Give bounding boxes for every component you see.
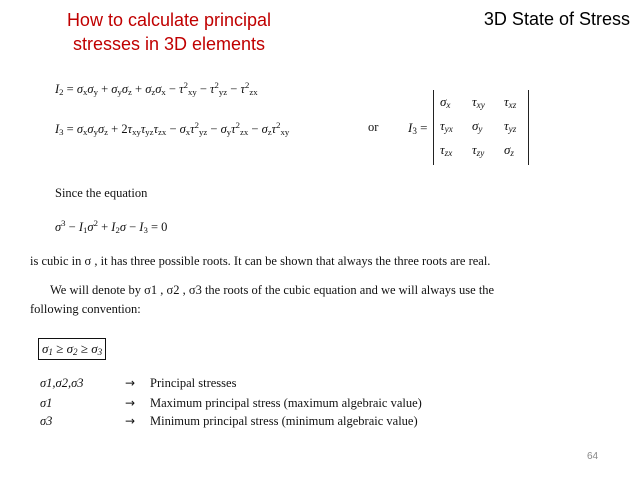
matrix-cell: $\tau_{yz}$: [504, 118, 517, 134]
determinant-label: $I_3$ =: [408, 120, 428, 136]
matrix-cell: $\tau_{zy}$: [472, 142, 485, 158]
legend-description: Maximum principal stress (maximum algebraic value): [150, 396, 422, 410]
matrix-cell: $\tau_{zx}$: [440, 142, 453, 158]
matrix-cell: $\sigma_x$: [440, 94, 451, 110]
arrow-icon: →: [125, 414, 136, 428]
legend-description: Minimum principal stress (minimum algebraic value): [150, 414, 418, 428]
page-number: 64: [587, 451, 599, 462]
section-title: 3D State of Stress: [483, 9, 630, 29]
slide-title: How to calculate principal stresses in 3D elements: [66, 10, 272, 54]
legend-symbol: σ1: [40, 396, 53, 410]
equation-i3: $I_3 = \sigma_x\sigma_y\sigma_z + 2\tau_{xy}\tau_{yz}\tau_{zx} - \sigma_x\tau^2_{yz} - \sigma_y\tau^2_{zx} - \sigma_z\tau^2_{xy}$: [55, 120, 290, 137]
since-text: Since the equation: [55, 186, 148, 200]
legend-symbol: σ3: [40, 414, 53, 428]
arrow-icon: →: [125, 376, 136, 390]
convention-box: $\sigma_1 \ge \sigma_2 \ge \sigma_3$: [38, 338, 106, 360]
matrix-cell: $\tau_{xz}$: [504, 94, 517, 110]
or-text: or: [368, 120, 379, 134]
equation-i2: $I_2 = \sigma_x\sigma_y + \sigma_y\sigma_z + \sigma_z\sigma_x - \tau^2_{xy} - \tau^2_{yz} - \tau^2_{zx}$: [55, 80, 258, 97]
denote-text-line2: following convention:: [30, 302, 141, 316]
legend-description: Principal stresses: [150, 376, 237, 390]
matrix-cell: $\sigma_z$: [504, 142, 514, 158]
arrow-icon: →: [125, 396, 136, 410]
matrix-cell: $\tau_{xy}$: [472, 94, 485, 110]
cubic-equation: $\sigma^3 - I_1\sigma^2 + I_2\sigma - I_3 = 0$: [55, 218, 168, 235]
matrix-cell: $\sigma_y$: [472, 118, 483, 134]
matrix-cell: $\tau_{yx}$: [440, 118, 453, 134]
cubic-explanation: is cubic in σ , it has three possible roots. It can be shown that always the three roots are real.: [30, 254, 491, 268]
denote-text-line1: We will denote by σ1 , σ2 , σ3 the roots of the cubic equation and we will always use the: [50, 283, 495, 297]
legend-symbol: σ1,σ2,σ3: [40, 376, 84, 390]
determinant-matrix: [433, 90, 529, 165]
